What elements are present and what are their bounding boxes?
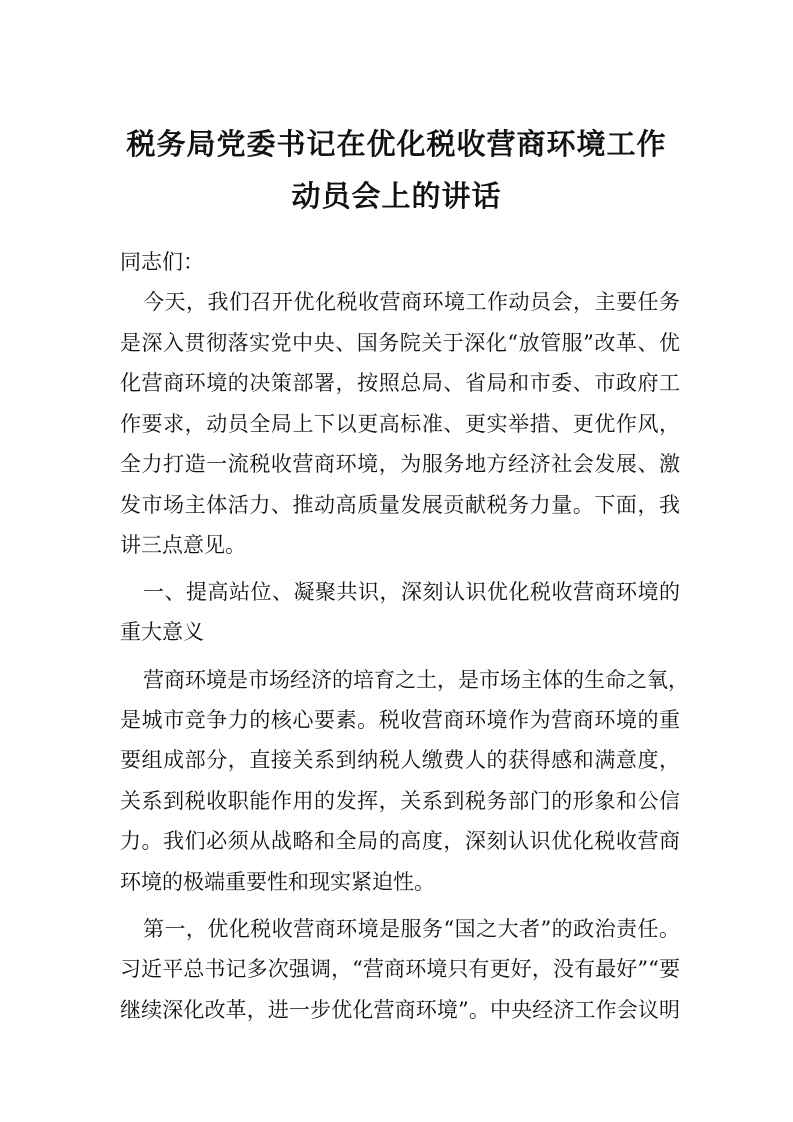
body-line: 习近平总书记多次强调，“营商环境只有更好，没有最好”“要 xyxy=(120,957,680,981)
body-line: 今天，我们召开优化税收营商环境工作动员会，主要任务 xyxy=(143,290,680,314)
body-line: 继续深化改革，进一步优化营商环境”。中央经济工作会议明 xyxy=(120,998,680,1022)
body-line: 营商环境是市场经济的培育之土，是市场主体的生命之氧， xyxy=(143,668,689,692)
body-line: 作要求，动员全局上下以更高标准、更实举措、更优作风， xyxy=(120,412,680,436)
body-line: 力。我们必须从战略和全局的高度，深刻认识优化税收营商 xyxy=(120,829,680,853)
body-line: 第一，优化税收营商环境是服务“国之大者”的政治责任。 xyxy=(143,917,680,941)
section-heading-line: 重大意义 xyxy=(120,620,204,644)
body-line: 要组成部分，直接关系到纳税人缴费人的获得感和满意度， xyxy=(120,748,680,772)
body-line: 全力打造一流税收营商环境，为服务地方经济社会发展、激 xyxy=(120,452,680,476)
body-line: 关系到税收职能作用的发挥，关系到税务部门的形象和公信 xyxy=(120,789,680,813)
document-title-line-1: 税务局党委书记在优化税收营商环境工作 xyxy=(126,127,667,161)
body-line: 是城市竞争力的核心要素。税收营商环境作为营商环境的重 xyxy=(120,708,680,732)
salutation: 同志们： xyxy=(120,250,204,274)
body-line: 发市场主体活力、推动高质量发展贡献税务力量。下面，我 xyxy=(120,493,680,517)
body-line: 环境的极端重要性和现实紧迫性。 xyxy=(120,870,435,894)
section-heading-line: 一、提高站位、凝聚共识，深刻认识优化税收营商环境的 xyxy=(143,580,680,604)
body-line: 是深入贯彻落实党中央、国务院关于深化“放管服”改革、优 xyxy=(120,331,680,355)
document-title-line-2: 动员会上的讲话 xyxy=(291,179,502,213)
body-line: 化营商环境的决策部署，按照总局、省局和市委、市政府工 xyxy=(120,371,680,395)
body-line: 讲三点意见。 xyxy=(120,533,246,557)
